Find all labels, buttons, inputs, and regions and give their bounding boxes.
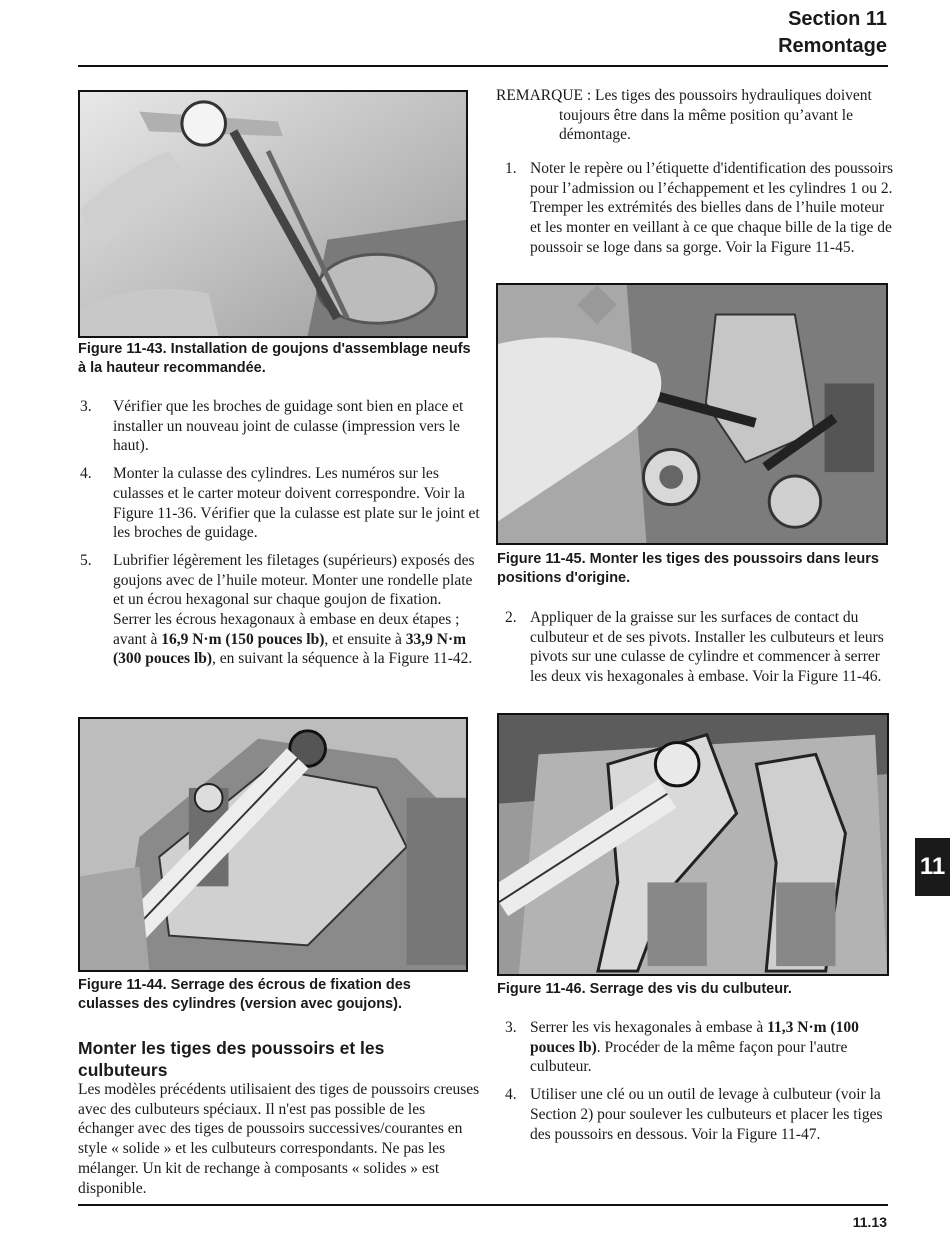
- step-number: 2.: [505, 609, 517, 626]
- figure-11-46-caption: Figure 11-46. Serrage des vis du culbuteur.: [497, 981, 792, 997]
- right-steps-3-4: [505, 1018, 897, 1144]
- intro-paragraph: Les modèles précédents utilisaient des tiges de poussoirs creuses avec des culbuteurs spéciaux. Il n'est pas possible de les échanger avec des tiges de poussoirs successives/courantes en style « solide » et les culbuteurs correspondants. Ne pas les mélanger. Un kit de rechange à composants « solides » est disponible.: [78, 1081, 480, 1197]
- torque-value: 16,9 N·m (150 pouces lb): [161, 630, 325, 648]
- section-title: Remontage: [778, 35, 887, 57]
- list-item: [505, 608, 897, 687]
- remarque-text: Les tiges des poussoirs hydrauliques doivent toujours être dans la même position qu’avant le démontage.: [559, 87, 872, 144]
- figure-11-46-photo: [497, 713, 889, 976]
- remarque-label: REMARQUE :: [496, 87, 592, 104]
- step-number: 4.: [80, 465, 92, 483]
- left-steps: [80, 397, 480, 669]
- step-number: 3.: [505, 1019, 517, 1036]
- step-text: Serrer les vis hexagonales à embase à 11,3 N·m (100 pouces lb). Procéder de la même façon pour l'autre culbuteur.: [530, 1019, 859, 1076]
- torque-value: 33,9 N·m (300 pouces lb): [113, 630, 467, 668]
- step-text: Utiliser une clé ou un outil de levage à culbuteur (voir la Section 2) pour soulever les culbuteurs et placer les tiges des poussoirs en dessous. Voir la Figure 11-47.: [530, 1086, 883, 1143]
- step-number: 3.: [80, 398, 92, 415]
- step-number: 1.: [505, 160, 517, 177]
- section-number: Section 11: [788, 8, 887, 30]
- list-item: [505, 1085, 897, 1144]
- step-number: 5.: [80, 551, 92, 569]
- right-step-2: [505, 608, 897, 687]
- list-item: [80, 464, 480, 543]
- figure-11-45-caption: Figure 11-45. Monter les tiges des poussoirs dans leurs positions d'origine.: [497, 551, 879, 586]
- torque-value: 11,3 N·m (100 pouces lb): [530, 1019, 859, 1056]
- figure-11-44-caption: Figure 11-44. Serrage des écrous de fixation des culasses des cylindres (version avec goujons).: [78, 977, 411, 1012]
- figure-11-43-photo: [78, 90, 468, 338]
- footer-rule: [78, 1204, 888, 1206]
- step-text: Noter le repère ou l’étiquette d'identification des poussoirs pour l’admission ou l’échappement et les cylindres 1 ou 2. Tremper les extrémités des bielles dans de l’huile moteur et les monter en veillant à ce que chaque bille de la tige de poussoir se loge dans sa gorge. Voir la Figure 11-45.: [530, 160, 894, 256]
- step-number: 4.: [505, 1086, 517, 1104]
- right-step-1: [505, 159, 897, 258]
- figure-11-44-photo: [78, 717, 468, 972]
- step-text: Appliquer de la graisse sur les surfaces de contact du culbuteur et de ses pivots. Installer les culbuteurs et leurs pivots sur une culasse de cylindre et commencer à serrer les deux vis hexagonales à embase. Voir la Figure 11-46.: [530, 609, 884, 686]
- figure-11-45-photo: [496, 283, 888, 545]
- remarque-note: [496, 86, 896, 145]
- list-item: [80, 551, 480, 669]
- section-header: [778, 6, 887, 60]
- list-item: [80, 397, 480, 456]
- step-text: Monter la culasse des cylindres. Les numéros sur les culasses et le carter moteur doivent correspondre. Voir la Figure 11-36. Vérifier que la culasse est plate sur le joint et les broches de guidage.: [113, 465, 480, 542]
- list-item: [505, 159, 897, 258]
- step-text: Vérifier que les broches de guidage sont bien en place et installer un nouveau joint de culasse (impression vers le haut).: [113, 398, 464, 455]
- page-number: 11.13: [852, 1214, 887, 1230]
- figure-11-43-caption: Figure 11-43. Installation de goujons d'assemblage neufs à la hauteur recommandée.: [78, 341, 471, 376]
- list-item: [505, 1018, 897, 1077]
- header-rule: [78, 65, 888, 67]
- section-heading: Monter les tiges des poussoirs et les culbuteurs: [78, 1038, 385, 1080]
- step-text: Lubrifier légèrement les filetages (supérieurs) exposés des goujons avec de l’huile moteur. Monter une rondelle plate et un écrou hexagonal sur chaque goujon de fixation. Serrer les écrous hexagonaux à embase en deux étapes ; avant à 16,9 N·m (150 pouces lb), et ensuite à 33,9 N·m (300 pouces lb), en suivant la séquence à la Figure 11-42.: [113, 551, 475, 668]
- section-tab: 11: [915, 838, 950, 896]
